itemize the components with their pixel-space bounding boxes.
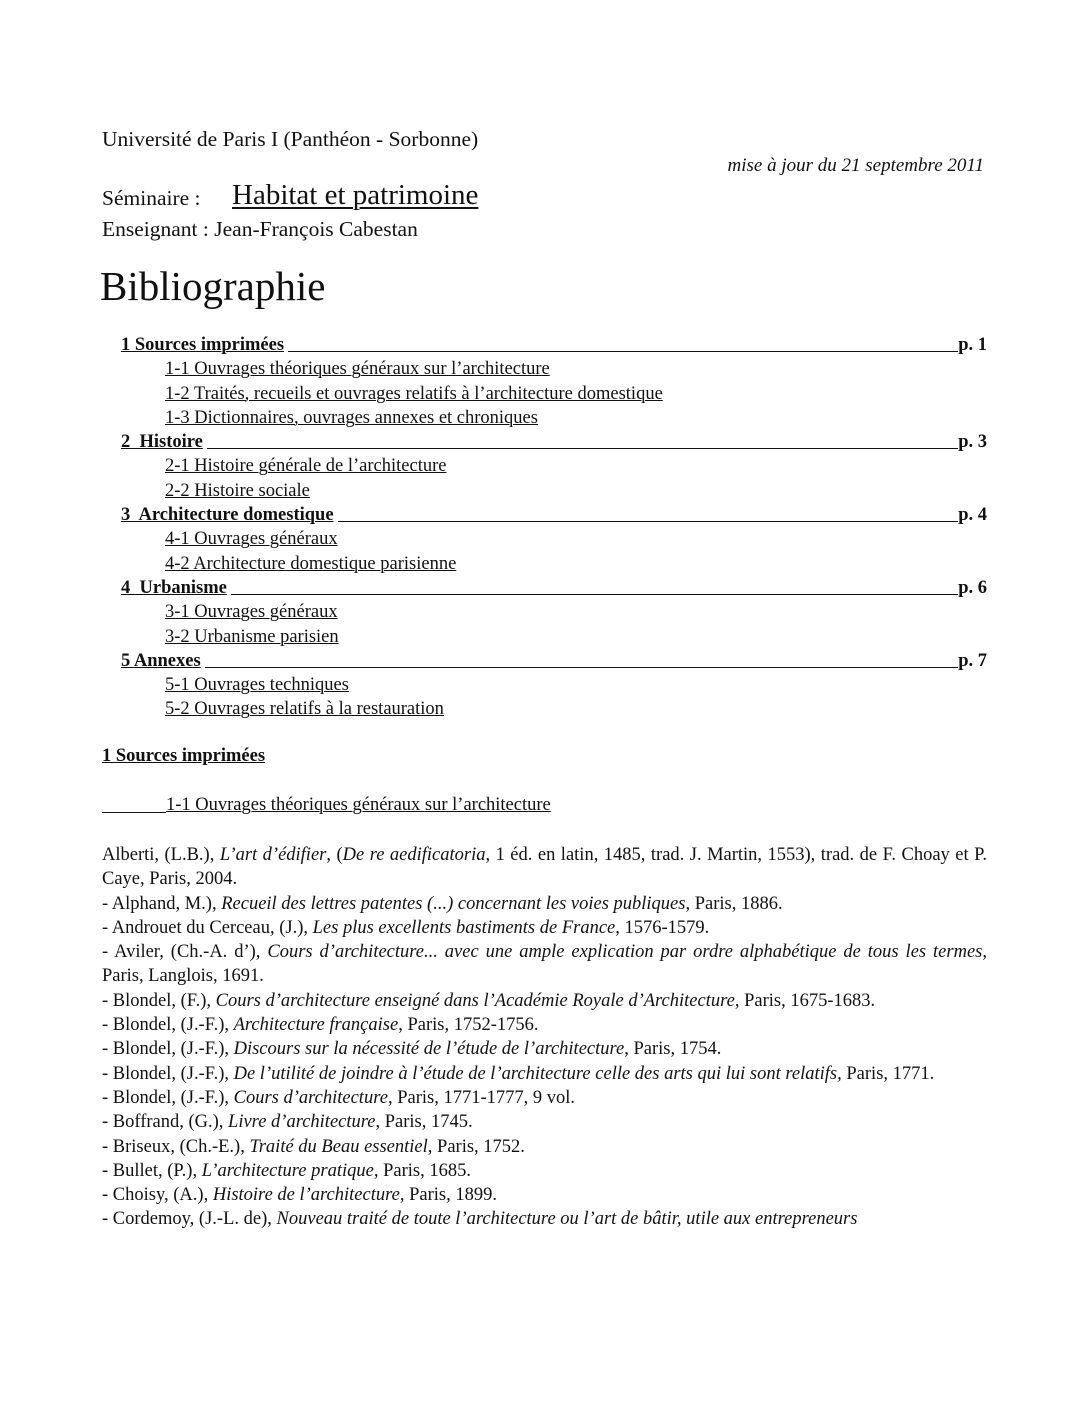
bibliography-entry xyxy=(102,892,987,916)
entry-title: De l’utilité de joindre à l’étude de l’architecture celle des arts qui lui sont relatifs, xyxy=(233,1063,842,1084)
toc-page-number: p. 1 xyxy=(958,335,987,356)
document-title: Bibliographie xyxy=(100,263,326,309)
toc-subsection-link[interactable]: 3-2 Urbanisme parisien xyxy=(165,626,339,647)
toc-section-label[interactable]: 1 Sources imprimées xyxy=(121,335,285,356)
toc-subsection-link[interactable]: 1-3 Dictionnaires, ouvrages annexes et chroniques xyxy=(165,407,538,428)
entry-title: L’art d’édifier xyxy=(219,845,327,865)
entry-separator: , ( xyxy=(326,845,343,865)
section-heading: 1 Sources imprimées xyxy=(102,746,266,766)
toc-subsection-link[interactable]: 3-1 Ouvrages généraux xyxy=(165,602,338,623)
toc-leader-line xyxy=(288,351,958,352)
entry-author: - Androuet du Cerceau, (J.), xyxy=(102,917,313,938)
toc-section-label[interactable]: 5 Annexes xyxy=(121,651,201,672)
toc-section-label[interactable]: 4 Urbanisme xyxy=(121,578,227,599)
entry-author: Alberti, (L.B.), xyxy=(102,845,220,865)
entry-publication: , Paris, 1675-1683. xyxy=(734,990,876,1011)
toc-subsection-link[interactable]: 4-2 Architecture domestique parisienne xyxy=(165,553,457,574)
toc-section[interactable] xyxy=(121,333,987,357)
table-of-contents xyxy=(121,333,987,722)
toc-subsection-link[interactable]: 5-1 Ouvrages techniques xyxy=(165,675,349,696)
entry-publication: , Paris, 1899. xyxy=(399,1185,497,1206)
bibliography-entry xyxy=(102,1183,987,1207)
toc-section[interactable] xyxy=(121,430,987,454)
entry-title: Cours d’architecture xyxy=(233,1087,388,1108)
entry-title: L’architecture pratique xyxy=(201,1160,374,1181)
entry-publication: , Paris, 1771-1777, 9 vol. xyxy=(387,1087,575,1108)
bibliography-entry xyxy=(102,1159,987,1183)
toc-section-label[interactable]: 2 Histoire xyxy=(121,432,203,453)
bibliography-entry xyxy=(102,843,987,892)
subsection-heading xyxy=(102,794,551,816)
toc-leader-line xyxy=(231,594,958,595)
entry-publication: , Paris, 1745. xyxy=(375,1112,473,1133)
entry-author: - Blondel, (J.-F.), xyxy=(102,1087,234,1108)
toc-subsection-link[interactable]: 1-2 Traités, recueils et ouvrages relatifs à l’architecture domestique xyxy=(165,383,663,404)
bibliography-entry xyxy=(102,1135,987,1159)
toc-leader-line xyxy=(338,521,959,522)
bibliography-entry xyxy=(102,1207,987,1231)
entry-title: Traité du Beau essentiel xyxy=(249,1136,428,1157)
bibliography-entry xyxy=(102,916,987,940)
entry-publication: , Paris, 1752-1756. xyxy=(398,1015,539,1036)
entry-author: - Cordemoy, (J.-L. de), xyxy=(102,1209,277,1230)
toc-subsection-link[interactable]: 2-2 Histoire sociale xyxy=(165,480,310,501)
bibliography-entry xyxy=(102,989,987,1013)
bibliography-entry xyxy=(102,1062,987,1086)
toc-subsection-link[interactable]: 1-1 Ouvrages théoriques généraux sur l’architecture xyxy=(165,359,550,380)
entry-title: Histoire de l’architecture xyxy=(212,1185,400,1206)
toc-leader-line xyxy=(205,667,959,668)
toc-page-number: p. 6 xyxy=(958,578,987,599)
entry-author: - Bullet, (P.), xyxy=(102,1160,202,1181)
bibliography-list xyxy=(102,843,987,1232)
entry-author: - Blondel, (J.-F.), xyxy=(102,1015,234,1036)
underline-indent xyxy=(102,794,166,813)
toc-subsection-link[interactable]: 5-2 Ouvrages relatifs à la restauration xyxy=(165,699,444,720)
toc-subsection-link[interactable]: 4-1 Ouvrages généraux xyxy=(165,529,338,550)
toc-page-number: p. 7 xyxy=(958,651,987,672)
toc-section[interactable] xyxy=(121,649,987,673)
entry-title: Nouveau traité de toute l’architecture ou l’art de bâtir, utile aux entrepreneurs xyxy=(276,1209,858,1230)
entry-publication: , 1 éd. en latin, 1485, trad. J. Martin, 1553), trad. de F. Choay et P. Caye, Paris, 2004. xyxy=(102,845,987,890)
toc-page-number: p. 4 xyxy=(958,505,987,526)
entry-author: - Alphand, M.), xyxy=(102,893,222,914)
bibliography-entry xyxy=(102,1110,987,1134)
toc-section[interactable] xyxy=(121,576,987,600)
toc-section[interactable] xyxy=(121,503,987,527)
entry-author: - Aviler, (Ch.-A. d’), xyxy=(102,942,268,963)
entry-author: - Boffrand, (G.), xyxy=(102,1112,229,1133)
entry-author: - Briseux, (Ch.-E.), xyxy=(102,1136,250,1157)
bibliography-entry xyxy=(102,940,987,989)
entry-title: Architecture française xyxy=(233,1015,399,1036)
bibliography-entry xyxy=(102,1037,987,1061)
entry-author: - Blondel, (J.-F.), xyxy=(102,1063,234,1084)
entry-original-title: De re aedificatoria xyxy=(342,845,486,865)
entry-publication: , Paris, Langlois, 1691. xyxy=(102,942,987,987)
entry-author: - Blondel, (F.), xyxy=(102,990,216,1011)
entry-publication: Paris, 1771. xyxy=(841,1063,935,1084)
entry-publication: , Paris, 1752. xyxy=(427,1136,525,1157)
toc-page-number: p. 3 xyxy=(958,432,987,453)
entry-publication: , Paris, 1886. xyxy=(685,893,783,914)
update-date: mise à jour du 21 septembre 2011 xyxy=(727,155,984,176)
entry-title: Les plus excellents bastiments de France xyxy=(312,917,616,938)
subsection-heading-text: 1-1 Ouvrages théoriques généraux sur l’architecture xyxy=(166,795,551,815)
seminar-title: Habitat et patrimoine xyxy=(232,179,479,211)
toc-subsection-link[interactable]: 2-1 Histoire générale de l’architecture xyxy=(165,456,447,477)
university-name: Université de Paris I (Panthéon - Sorbonne) xyxy=(102,127,479,151)
seminar-label: Séminaire : xyxy=(102,186,201,210)
entry-title: Recueil des lettres patentes (...) concernant les voies publiques xyxy=(221,893,686,914)
entry-publication: , 1576-1579. xyxy=(615,917,710,938)
bibliography-entry xyxy=(102,1013,987,1037)
entry-publication: , Paris, 1754. xyxy=(624,1039,722,1060)
entry-title: Livre d’architecture xyxy=(228,1112,376,1133)
entry-publication: , Paris, 1685. xyxy=(373,1160,471,1181)
entry-author: - Choisy, (A.), xyxy=(102,1185,213,1206)
toc-section-label[interactable]: 3 Architecture domestique xyxy=(121,505,334,526)
toc-leader-line xyxy=(207,448,958,449)
entry-title: Cours d’architecture enseigné dans l’Académie Royale d’Architecture xyxy=(215,990,735,1011)
entry-title: Cours d’architecture... avec une ample explication par ordre alphabétique de tous les termes xyxy=(267,942,983,963)
entry-author: - Blondel, (J.-F.), xyxy=(102,1039,234,1060)
entry-title: Discours sur la nécessité de l’étude de l’architecture xyxy=(233,1039,625,1060)
bibliography-entry xyxy=(102,1086,987,1110)
teacher-name: Enseignant : Jean-François Cabestan xyxy=(102,217,418,241)
